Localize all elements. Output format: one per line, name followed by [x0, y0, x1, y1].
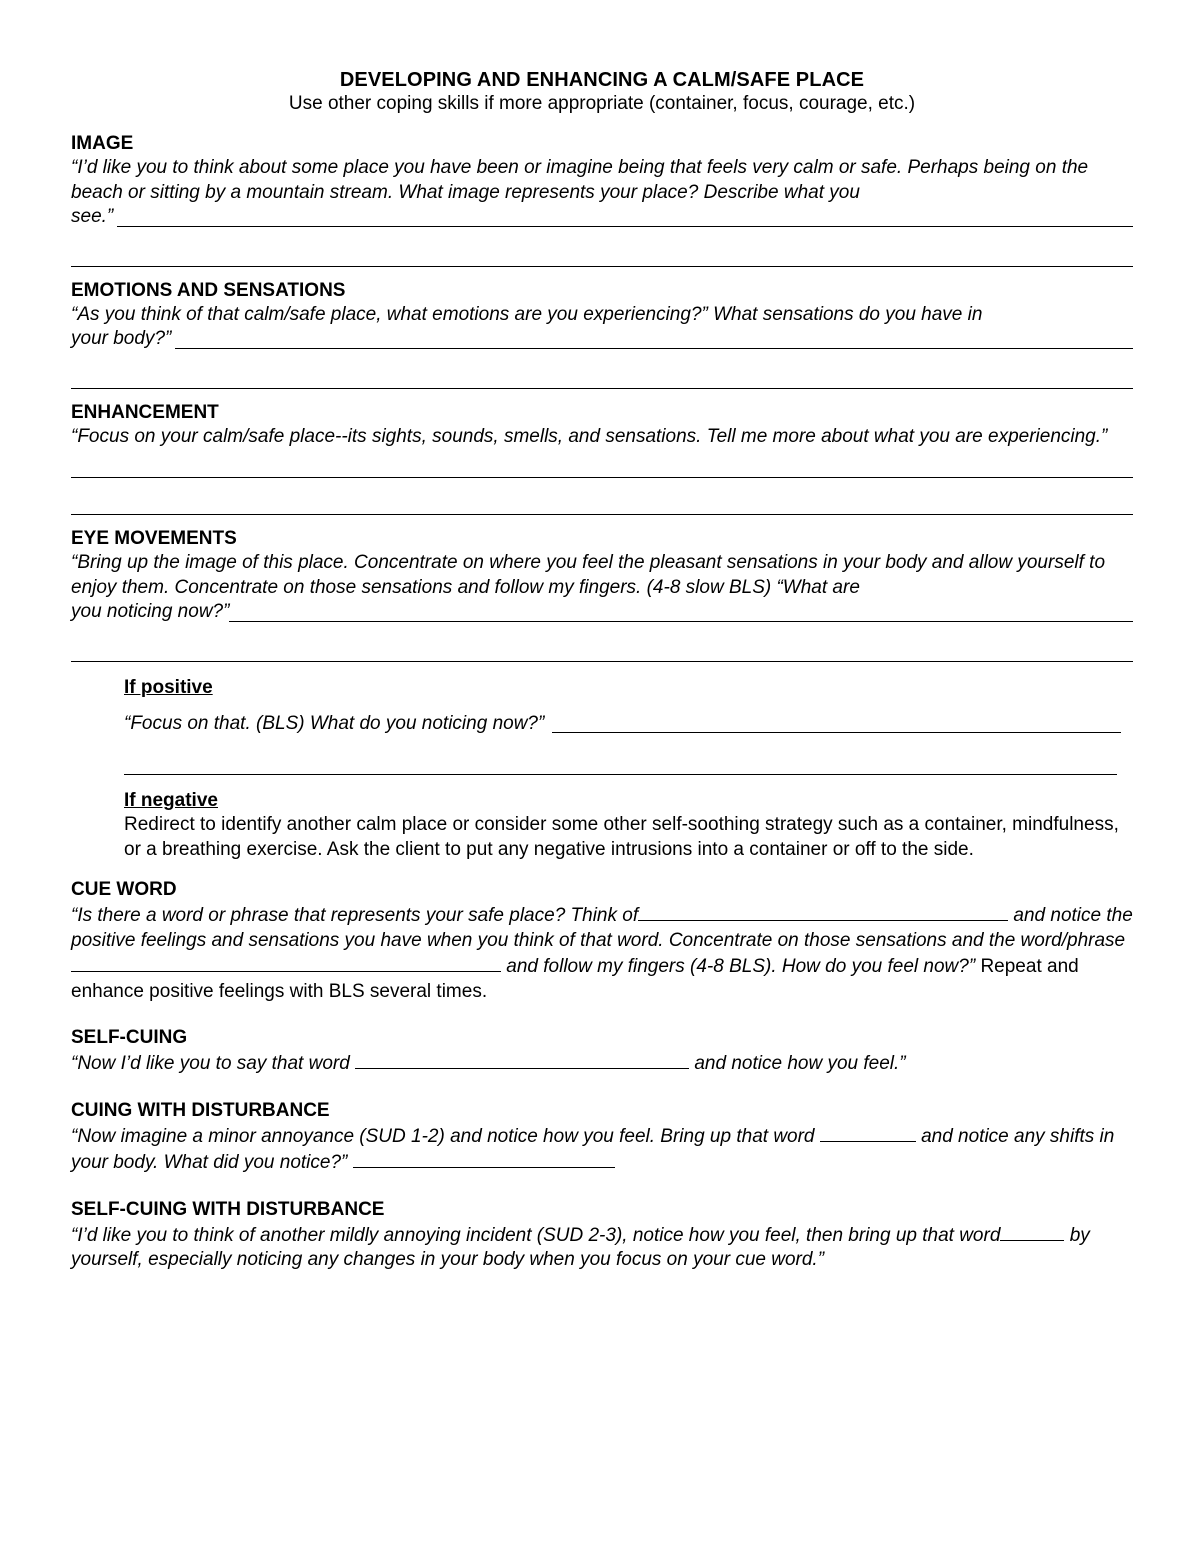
image-answer-line-1[interactable] [71, 205, 1133, 230]
section-self-cuing-disturbance [71, 1198, 1133, 1273]
image-answer-line-2[interactable] [71, 242, 1133, 267]
section-heading-image: IMAGE [71, 133, 134, 154]
self-cuing-disturbance-prompt [71, 1222, 1133, 1273]
cue-word-blank-2[interactable] [71, 953, 501, 972]
section-heading-cuing-disturbance: CUING WITH DISTURBANCE [71, 1099, 330, 1121]
section-heading-emotions: EMOTIONS AND SENSATIONS [71, 279, 346, 301]
image-prompt [71, 156, 1133, 205]
emotions-prompt: “As you think of that calm/safe place, what emotions are you experiencing?” What sensations do you have in [71, 303, 983, 325]
if-positive-heading: If positive [124, 676, 213, 698]
page-subtitle: Use other coping skills if more appropriate (container, focus, courage, etc.) [288, 93, 916, 114]
if-negative-text: Redirect to identify another calm place or consider some other self-soothing strategy such as a container, mindfulness, or a breathing exercise. Ask the client to put any negative intrusions into a container or off to the side. [124, 814, 1119, 860]
section-cuing-disturbance [71, 1099, 1133, 1176]
if-negative-heading: If negative [124, 790, 218, 811]
image-answer-blank[interactable] [117, 208, 1133, 227]
eye-movements-answer-line-1[interactable] [71, 600, 1133, 625]
self-cuing-disturbance-text-1: “I’d like you to think of another mildly annoying incident (SUD 2-3), notice how you feel, then bring up that word [71, 1224, 1001, 1246]
cue-word-prompt [71, 902, 1133, 1004]
self-cuing-prompt [71, 1050, 1133, 1077]
cue-word-text-3: and follow my fingers (4-8 BLS). How do you feel now?” [506, 956, 976, 977]
emotions-answer-line-2[interactable] [71, 364, 1133, 389]
section-self-cuing [71, 1026, 1133, 1077]
self-cuing-disturbance-blank[interactable] [1000, 1222, 1064, 1241]
if-positive-answer-line-2[interactable] [124, 750, 1117, 775]
cue-word-text-2: and notice the positive feelings and sensations you have when you think of that word. Concentrate on those sensations and the word/phrase [71, 905, 1133, 951]
self-cuing-disturbance-text-2: by yourself, especially noticing any changes in your body when you focus on your cue word.” [71, 1224, 1090, 1270]
emotions-prompt-end: your body?” [71, 328, 172, 349]
emotions-answer-line-1[interactable] [71, 327, 1133, 352]
subsection-if-negative [124, 789, 1133, 862]
eye-movements-prompt-end: you noticing now?” [71, 601, 230, 622]
section-emotions [71, 279, 1133, 389]
section-image [71, 132, 1133, 267]
section-eye-movements [71, 527, 1133, 662]
eye-movements-prompt: “Bring up the image of this place. Concentrate on where you feel the pleasant sensations in your body and allow yourself to enjoy them. Concentrate on those sensations and follow my fingers. (4-8 slow BLS) “What are [71, 552, 1106, 598]
subsection-if-positive [124, 676, 1133, 776]
self-cuing-text-2: and notice how you feel.” [694, 1053, 906, 1074]
section-heading-cue-word: CUE WORD [71, 879, 177, 900]
emotions-answer-blank[interactable] [175, 330, 1133, 349]
cue-word-blank-1[interactable] [638, 902, 1008, 921]
cuing-disturbance-blank-1[interactable] [820, 1123, 916, 1142]
if-positive-prompt: “Focus on that. (BLS) What do you noticing now?” [124, 712, 545, 734]
cue-word-text-1: “Is there a word or phrase that represents your safe place? Think of [71, 905, 639, 926]
eye-movements-answer-line-2[interactable] [71, 637, 1133, 662]
cue-word-text-4: Repeat and enhance positive feelings with BLS several times. [71, 956, 1079, 1002]
enhancement-answer-line-2[interactable] [71, 490, 1133, 515]
section-enhancement [71, 401, 1133, 516]
if-positive-answer-blank[interactable] [552, 714, 1121, 733]
cuing-disturbance-prompt [71, 1123, 1133, 1176]
cuing-disturbance-text-2: and notice any shifts in your body. What did you notice?” [71, 1125, 1115, 1173]
enhancement-answer-line-1[interactable] [71, 453, 1133, 478]
eye-movements-answer-blank[interactable] [229, 603, 1133, 622]
image-prompt-end: see.” [71, 206, 114, 227]
cuing-disturbance-blank-2[interactable] [353, 1149, 615, 1168]
if-positive-answer-line-1[interactable] [124, 712, 1121, 737]
section-heading-eye-movements: EYE MOVEMENTS [71, 528, 237, 549]
worksheet-page [71, 68, 1133, 1285]
section-heading-self-cuing: SELF-CUING [71, 1027, 188, 1048]
cuing-disturbance-text-1: “Now imagine a minor annoyance (SUD 1-2) and notice how you feel. Bring up that word [71, 1125, 815, 1147]
section-heading-enhancement: ENHANCEMENT [71, 401, 219, 423]
self-cuing-blank[interactable] [355, 1050, 689, 1069]
self-cuing-text-1: “Now I’d like you to say that word [71, 1053, 350, 1074]
enhancement-prompt: “Focus on your calm/safe place--its sights, sounds, smells, and sensations. Tell me more about what you are experiencing.” [71, 425, 1108, 447]
page-title: DEVELOPING AND ENHANCING A CALM/SAFE PLACE [339, 69, 865, 91]
section-heading-self-cuing-disturbance: SELF-CUING WITH DISTURBANCE [71, 1198, 385, 1220]
image-prompt-text: “I’d like you to think about some place you have been or imagine being that feels very calm or safe. Perhaps being on the beach or sitting by a mountain stream. What image represents your place? Describe what you [71, 157, 1089, 203]
section-cue-word [71, 878, 1133, 1004]
